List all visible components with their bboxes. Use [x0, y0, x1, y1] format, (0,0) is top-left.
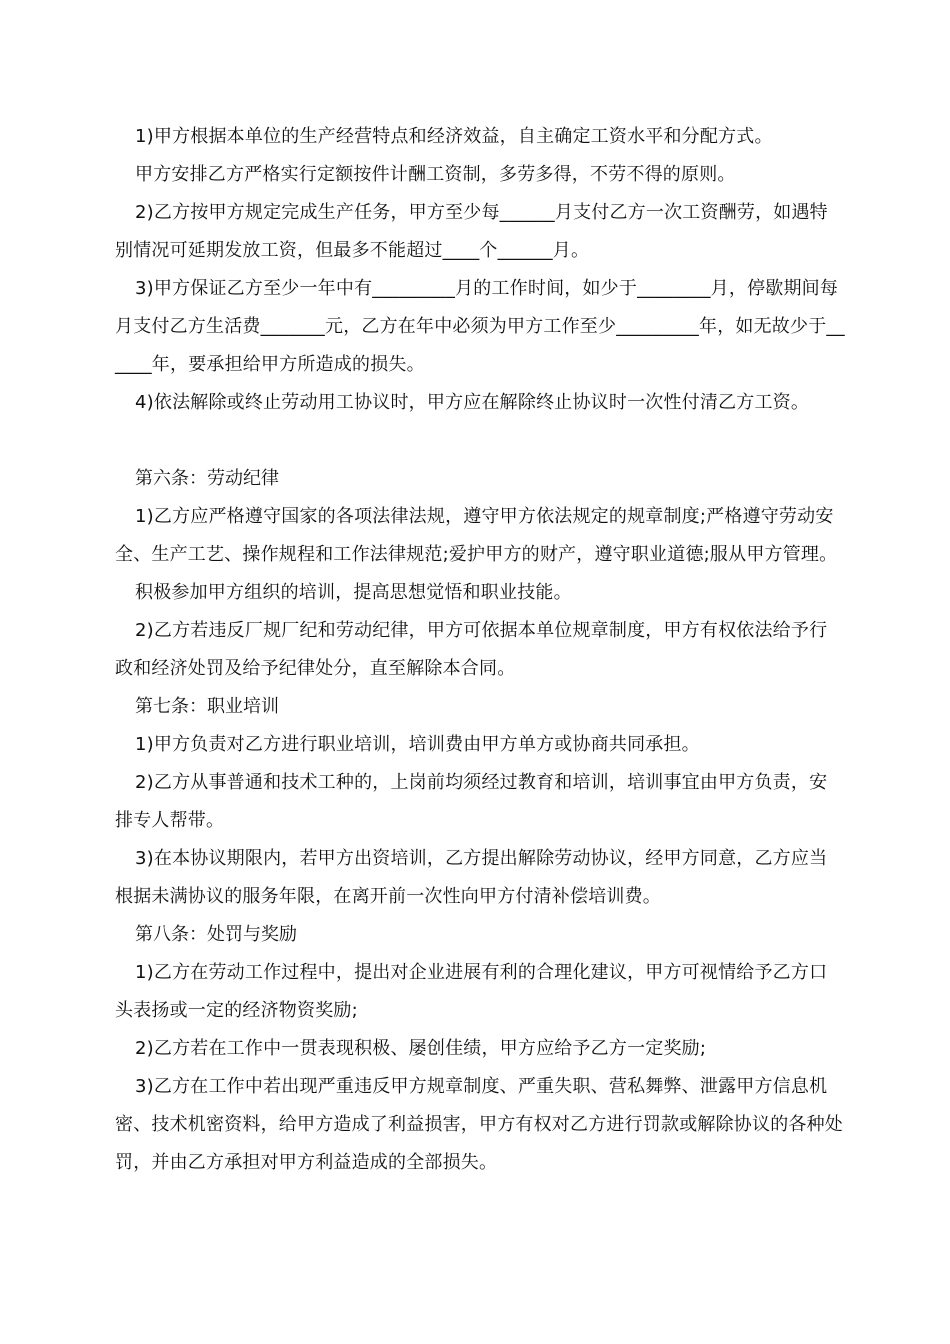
section-8-paragraph: 1)乙方在劳动工作过程中，提出对企业进展有利的合理化建议，甲方可视情给予乙方口头表扬或一定的经济物资奖励; — [115, 962, 828, 1021]
document-body — [115, 118, 845, 1182]
section-7-paragraph: 2)乙方从事普通和技术工种的，上岗前均须经过教育和培训，培训事宜由甲方负责，安排专人帮带。 — [115, 772, 828, 831]
section-6-paragraph: 1)乙方应严格遵守国家的各项法律法规，遵守甲方依法规定的规章制度;严格遵守劳动安全、生产工艺、操作规程和工作法律规范;爱护甲方的财产，遵守职业道德;服从甲方管理。 — [115, 506, 838, 565]
paragraph-payment-schedule: 2)乙方按甲方规定完成生产任务，甲方至少每______月支付乙方一次工资酬劳，如遇特别情况可延期发放工资，但最多不能超过____个______月。 — [115, 202, 828, 261]
section-7-paragraph: 3)在本协议期限内，若甲方出资培训，乙方提出解除劳动协议，经甲方同意，乙方应当根据未满协议的服务年限，在离开前一次性向甲方付清补偿培训费。 — [115, 848, 828, 907]
paragraph-wage-autonomy: 1)甲方根据本单位的生产经营特点和经济效益，自主确定工资水平和分配方式。 — [135, 126, 773, 147]
section-8-title: 第八条：处罚与奖励 — [135, 924, 297, 945]
section-spacer — [115, 422, 845, 460]
paragraph-work-guarantee: 3)甲方保证乙方至少一年中有_________月的工作时间，如少于________月，停歇期间每月支付乙方生活费_______元，乙方在年中必须为甲方工作至少_________年，如无故少于______年，要承担给甲方所造成的损失。 — [115, 278, 845, 375]
section-7-title: 第七条：职业培训 — [135, 696, 279, 717]
section-8-paragraph: 3)乙方在工作中若出现严重违反甲方规章制度、严重失职、营私舞弊、泄露甲方信息机密、技术机密资料，给甲方造成了利益损害，甲方有权对乙方进行罚款或解除协议的各种处罚，并由乙方承担对甲方利益造成的全部损失。 — [115, 1076, 843, 1173]
paragraph-piece-rate: 甲方安排乙方严格实行定额按件计酬工资制，多劳多得，不劳不得的原则。 — [135, 164, 736, 185]
section-6-title: 第六条：劳动纪律 — [135, 468, 279, 489]
section-7-paragraph: 1)甲方负责对乙方进行职业培训，培训费由甲方单方或协商共同承担。 — [135, 734, 700, 755]
section-6-paragraph: 积极参加甲方组织的培训，提高思想觉悟和职业技能。 — [135, 582, 572, 603]
paragraph-termination-pay: 4)依法解除或终止劳动用工协议时，甲方应在解除终止协议时一次性付清乙方工资。 — [135, 392, 810, 413]
section-6-paragraph: 2)乙方若违反厂规厂纪和劳动纪律，甲方可依据本单位规章制度，甲方有权依法给予行政和经济处罚及给予纪律处分，直至解除本合同。 — [115, 620, 828, 679]
section-8-paragraph: 2)乙方若在工作中一贯表现积极、屡创佳绩，甲方应给予乙方一定奖励; — [135, 1038, 707, 1059]
